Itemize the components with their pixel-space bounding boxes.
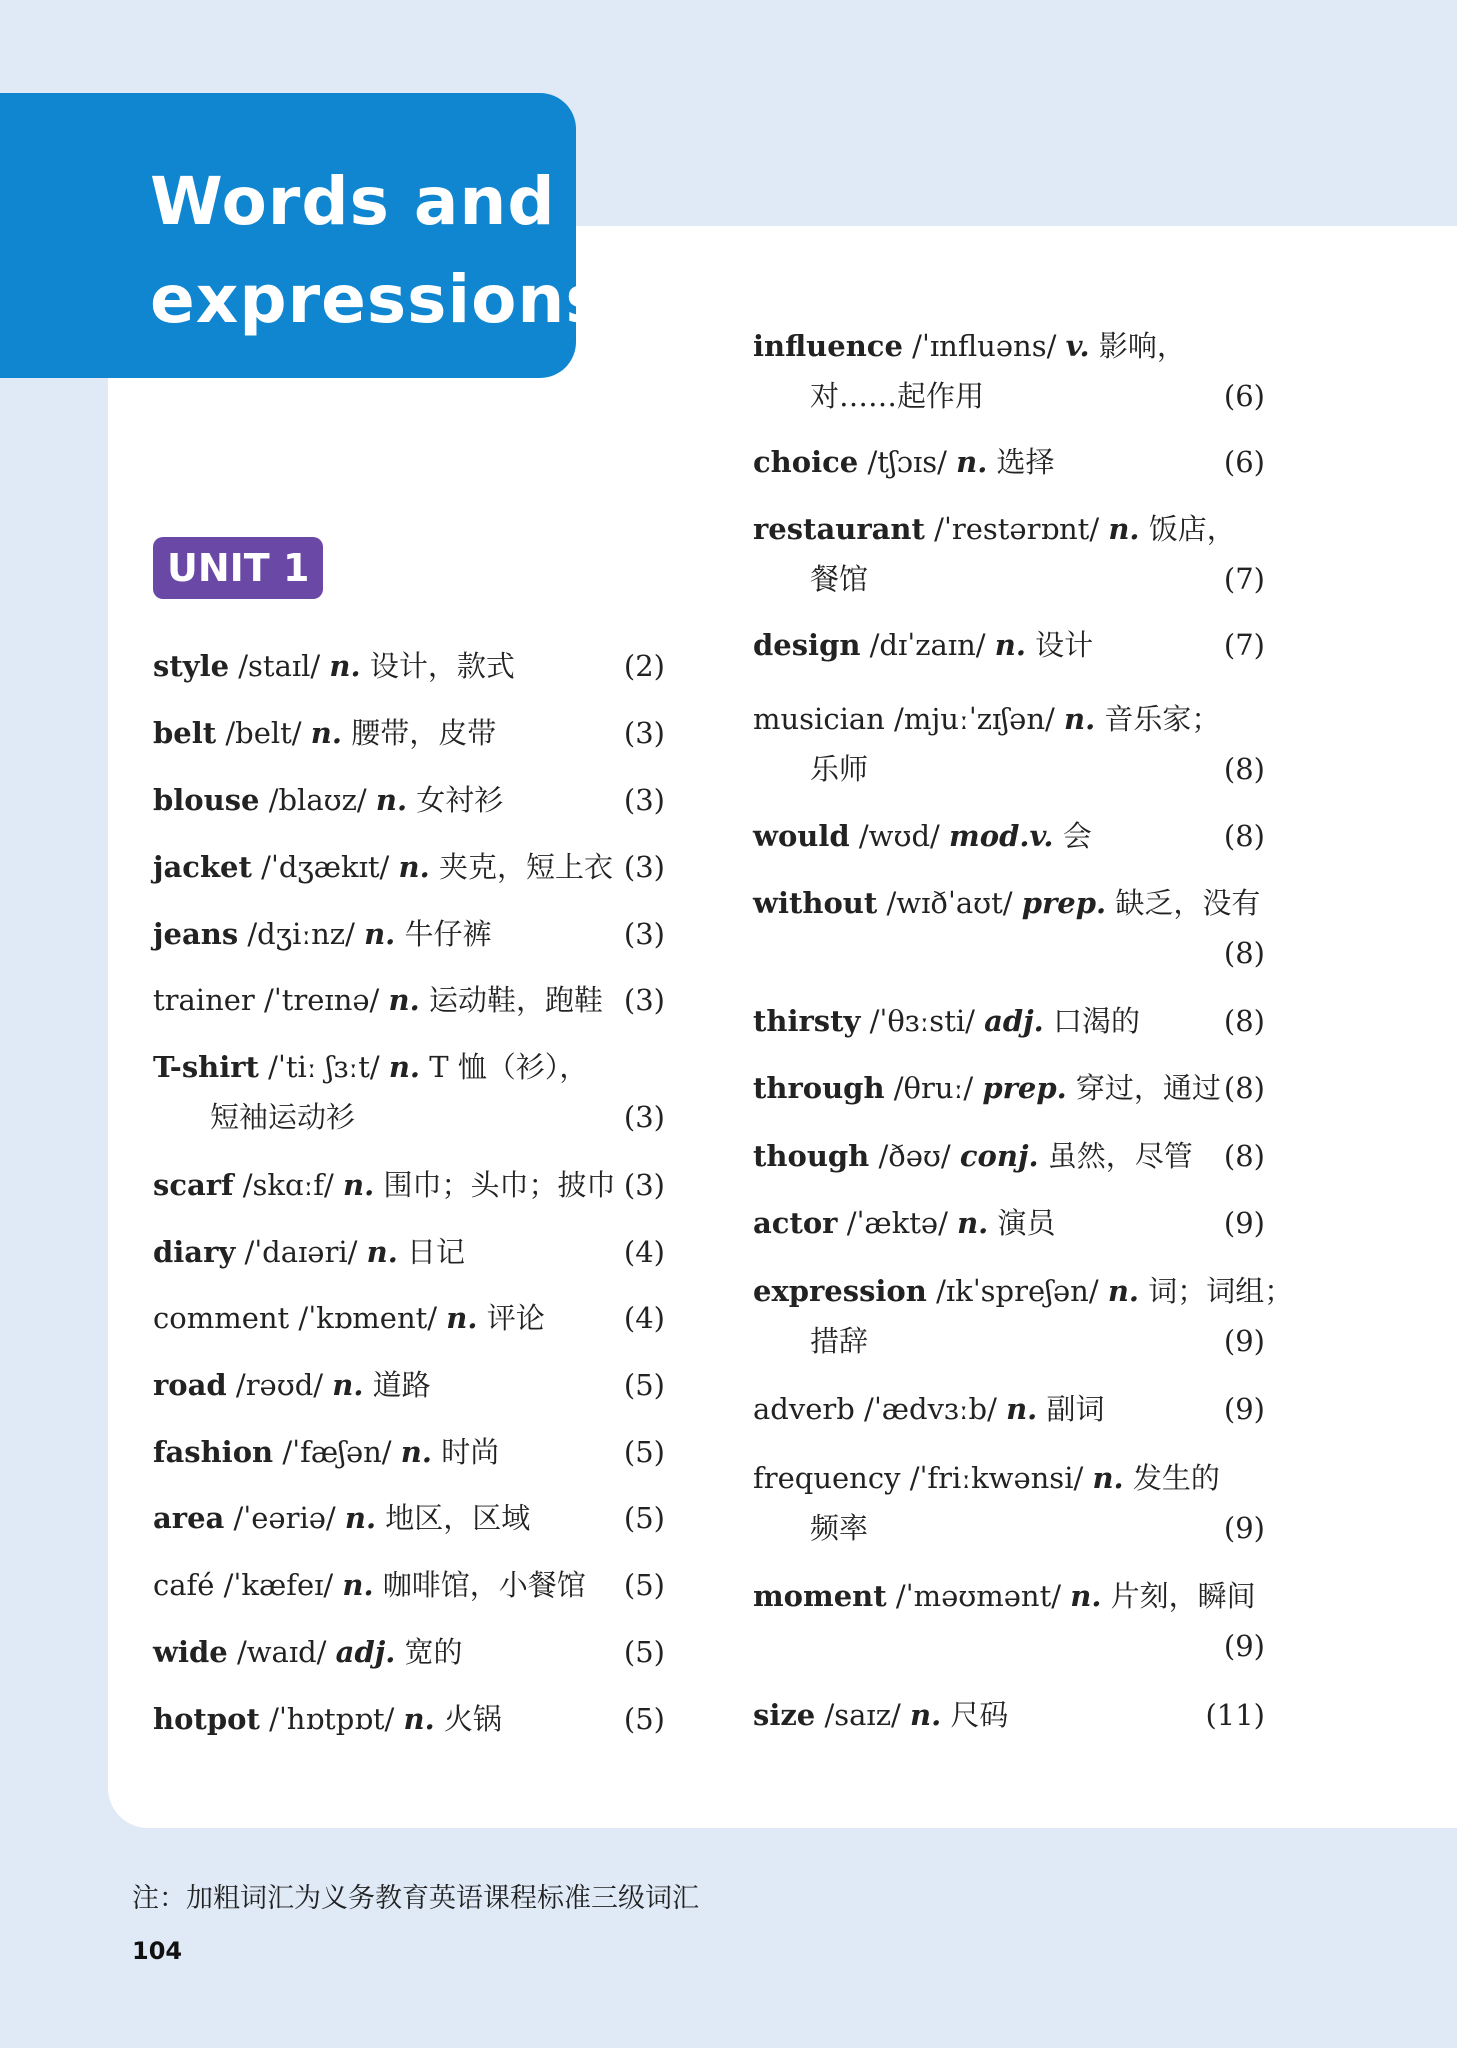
vocab-phonetic: /ˈfæʃən/	[282, 1435, 392, 1469]
vocab-entry	[753, 701, 1265, 787]
vocab-word: style	[153, 649, 230, 683]
vocab-phonetic: /waɪd/	[236, 1635, 327, 1669]
vocab-phonetic: /ˈdʒækɪt/	[261, 850, 390, 884]
vocab-part-of-speech: n.	[1063, 702, 1096, 736]
vocab-word: jacket	[153, 850, 252, 884]
vocab-part-of-speech: adj.	[984, 1004, 1044, 1038]
vocab-word: road	[153, 1368, 227, 1402]
vocab-entry	[153, 782, 665, 818]
vocab-part-of-speech: n.	[403, 1702, 435, 1736]
vocab-entry	[753, 1205, 1265, 1241]
vocab-entry	[153, 1367, 665, 1403]
vocab-part-of-speech: v.	[1065, 329, 1090, 363]
vocab-part-of-speech: mod.v.	[949, 819, 1054, 853]
vocab-word: adverb	[753, 1392, 855, 1426]
vocab-word: wide	[153, 1635, 228, 1669]
vocab-meaning: 词；词组；	[1148, 1274, 1294, 1308]
vocab-page-ref: (5)	[623, 1702, 665, 1736]
vocab-phonetic: /ˈtiː ʃɜːt/	[268, 1050, 380, 1084]
vocab-part-of-speech: n.	[388, 983, 420, 1017]
vocab-word: design	[753, 628, 861, 662]
vocab-part-of-speech: n.	[342, 1568, 374, 1602]
vocab-meaning-cont: 乐师	[810, 752, 869, 786]
vocab-part-of-speech: n.	[957, 1206, 989, 1240]
vocab-meaning: 影响，	[1098, 329, 1186, 363]
unit-badge: UNIT 1	[153, 537, 323, 599]
vocab-page-ref: (9)	[1223, 1629, 1265, 1663]
vocab-page-ref: (8)	[1223, 752, 1265, 786]
vocab-part-of-speech: n.	[366, 1235, 398, 1269]
vocab-meaning-cont: 措辞	[810, 1324, 869, 1358]
vocab-meaning: 选择	[996, 445, 1055, 479]
vocab-phonetic: /ˈrestərɒnt/	[934, 512, 1100, 546]
vocab-word: without	[753, 886, 878, 920]
vocab-part-of-speech: n.	[1070, 1579, 1102, 1613]
vocab-entry	[153, 916, 665, 952]
vocab-part-of-speech: n.	[1092, 1461, 1124, 1495]
section-title-line1: Words and	[150, 163, 556, 240]
vocab-part-of-speech: n.	[956, 445, 988, 479]
vocab-phonetic: /ðəʊ/	[878, 1139, 951, 1173]
vocab-word: musician	[753, 702, 885, 736]
vocab-word: moment	[753, 1579, 887, 1613]
vocab-page-ref: (8)	[1223, 936, 1265, 970]
vocab-meaning: 夹克，短上衣	[438, 850, 613, 884]
vocab-word: belt	[153, 716, 217, 750]
vocab-phonetic: /ˈeəriə/	[233, 1501, 336, 1535]
vocab-meaning: 设计，款式	[369, 649, 515, 683]
vocab-entry	[153, 1500, 665, 1536]
vocab-meaning: 副词	[1046, 1392, 1105, 1426]
vocab-page-ref: (5)	[623, 1635, 665, 1669]
vocab-word: hotpot	[153, 1702, 260, 1736]
vocab-part-of-speech: n.	[994, 628, 1026, 662]
vocab-part-of-speech: prep.	[1021, 886, 1107, 920]
vocab-part-of-speech: n.	[400, 1435, 432, 1469]
vocab-meaning: 咖啡馆，小餐馆	[382, 1568, 586, 1602]
vocab-page-ref: (6)	[1223, 445, 1265, 479]
vocab-phonetic: /ˈməʊmənt/	[895, 1579, 1062, 1613]
vocab-page-ref: (7)	[1223, 628, 1265, 662]
vocab-meaning: 地区，区域	[385, 1501, 531, 1535]
vocab-entry	[153, 1567, 665, 1603]
vocab-word: fashion	[153, 1435, 274, 1469]
vocab-entry	[153, 1049, 665, 1135]
vocab-page-ref: (5)	[623, 1435, 665, 1469]
vocab-entry	[753, 511, 1265, 597]
vocab-meaning-cont: 对……起作用	[810, 379, 985, 413]
vocab-page-ref: (8)	[1223, 819, 1265, 853]
vocab-part-of-speech: n.	[375, 783, 408, 817]
vocab-part-of-speech: n.	[388, 1050, 421, 1084]
vocab-meaning: 穿过，通过	[1075, 1071, 1221, 1105]
vocab-meaning: 腰带，皮带	[351, 716, 497, 750]
vocab-word: area	[153, 1501, 225, 1535]
vocab-page-ref: (7)	[1223, 562, 1265, 596]
vocab-phonetic: /ɪkˈspreʃən/	[936, 1274, 1099, 1308]
vocab-page-ref: (3)	[623, 983, 665, 1017]
vocab-part-of-speech: prep.	[982, 1071, 1067, 1105]
vocab-entry	[153, 1701, 665, 1737]
vocab-entry	[153, 982, 665, 1018]
vocab-phonetic: /ˈædvɜːb/	[864, 1392, 997, 1426]
vocab-word: jeans	[153, 917, 239, 951]
vocab-word: thirsty	[753, 1004, 861, 1038]
vocab-page-ref: (9)	[1223, 1324, 1265, 1358]
vocab-phonetic: /ˈθɜːsti/	[869, 1004, 975, 1038]
vocab-word: influence	[753, 329, 903, 363]
vocab-phonetic: /saɪz/	[824, 1698, 901, 1732]
vocab-page-ref: (4)	[623, 1235, 665, 1269]
vocab-part-of-speech: adj.	[335, 1635, 396, 1669]
vocab-meaning: 女衬衫	[416, 783, 504, 817]
vocab-meaning: 评论	[486, 1301, 545, 1335]
vocab-meaning: 演员	[997, 1206, 1056, 1240]
vocab-phonetic: /dɪˈzaɪn/	[869, 628, 986, 662]
vocab-entry	[153, 1634, 665, 1670]
vocab-entry	[753, 1070, 1265, 1106]
vocab-meaning: 火锅	[443, 1702, 502, 1736]
vocab-entry	[753, 818, 1265, 854]
vocab-page-ref: (9)	[1223, 1206, 1265, 1240]
vocab-part-of-speech: n.	[343, 1168, 375, 1202]
vocab-entry	[753, 1138, 1265, 1174]
vocab-meaning: 口渴的	[1053, 1004, 1141, 1038]
vocab-meaning-cont: 餐馆	[810, 562, 869, 596]
vocab-page-ref: (5)	[623, 1368, 665, 1402]
vocab-entry	[153, 715, 665, 751]
vocab-page-ref: (3)	[623, 850, 665, 884]
vocab-phonetic: /wɪðˈaʊt/	[886, 886, 1013, 920]
vocab-entry	[753, 1460, 1265, 1546]
vocab-word: though	[753, 1139, 870, 1173]
vocab-word: comment	[153, 1301, 290, 1335]
vocab-word: size	[753, 1698, 816, 1732]
vocab-part-of-speech: n.	[1108, 512, 1140, 546]
vocab-entry	[753, 1003, 1265, 1039]
vocab-page-ref: (9)	[1223, 1511, 1265, 1545]
vocab-phonetic: /wʊd/	[858, 819, 940, 853]
vocab-entry	[753, 627, 1265, 663]
vocab-entry	[753, 328, 1265, 414]
vocab-phonetic: /ˈɪnfluəns/	[912, 329, 1057, 363]
vocab-page-ref: (11)	[1205, 1698, 1265, 1732]
vocab-part-of-speech: n.	[398, 850, 430, 884]
vocab-part-of-speech: n.	[310, 716, 342, 750]
vocab-page-ref: (8)	[1223, 1139, 1265, 1173]
vocab-part-of-speech: conj.	[959, 1139, 1039, 1173]
vocab-part-of-speech: n.	[1107, 1274, 1140, 1308]
vocab-word: café	[153, 1568, 215, 1602]
vocab-page-ref: (3)	[623, 716, 665, 750]
vocab-word: restaurant	[753, 512, 925, 546]
vocab-meaning: 道路	[372, 1368, 431, 1402]
vocab-phonetic: /rəʊd/	[235, 1368, 324, 1402]
vocab-meaning: 围巾；头巾；披巾	[383, 1168, 616, 1202]
vocab-entry	[753, 444, 1265, 480]
vocab-entry	[153, 849, 665, 885]
vocab-page-ref: (5)	[623, 1501, 665, 1535]
vocab-phonetic: /blaʊz/	[268, 783, 367, 817]
vocab-meaning: 运动鞋，跑鞋	[428, 983, 603, 1017]
vocab-part-of-speech: n.	[332, 1368, 364, 1402]
vocab-page-ref: (4)	[623, 1301, 665, 1335]
vocab-phonetic: /staɪl/	[238, 649, 321, 683]
vocab-meaning: 缺乏，没有	[1115, 886, 1261, 920]
vocab-entry	[753, 1697, 1265, 1733]
vocab-meaning: T 恤（衫），	[429, 1050, 589, 1084]
vocab-entry	[753, 1273, 1294, 1359]
vocab-page-ref: (2)	[623, 649, 665, 683]
vocab-meaning: 片刻，瞬间	[1110, 1579, 1256, 1613]
vocab-phonetic: /ˈfriːkwənsi/	[909, 1461, 1084, 1495]
vocab-phonetic: /mjuːˈzɪʃən/	[894, 702, 1055, 736]
vocab-phonetic: /ˈtreɪnə/	[264, 983, 380, 1017]
vocab-phonetic: /belt/	[225, 716, 302, 750]
vocab-entry	[753, 885, 1265, 970]
vocab-word: choice	[753, 445, 859, 479]
vocab-word: blouse	[153, 783, 260, 817]
vocab-phonetic: /ˈæktə/	[846, 1206, 948, 1240]
vocab-entry	[153, 1300, 665, 1336]
vocab-meaning: 虽然，尽管	[1047, 1139, 1193, 1173]
vocab-page-ref: (8)	[1223, 1071, 1265, 1105]
vocab-phonetic: /tʃɔɪs/	[867, 445, 947, 479]
vocab-part-of-speech: n.	[1006, 1392, 1038, 1426]
vocab-page-ref: (3)	[623, 917, 665, 951]
vocab-meaning: 宽的	[404, 1635, 463, 1669]
vocab-word: scarf	[153, 1168, 234, 1202]
vocab-word: trainer	[153, 983, 255, 1017]
vocab-entry	[153, 1434, 665, 1470]
vocab-phonetic: /ˈdaɪəri/	[244, 1235, 358, 1269]
vocab-entry	[753, 1391, 1265, 1427]
section-title-tab	[0, 93, 606, 378]
vocab-meaning: 尺码	[950, 1698, 1009, 1732]
vocab-word: frequency	[753, 1461, 901, 1495]
vocab-phonetic: /ˈhɒtpɒt/	[269, 1702, 395, 1736]
vocab-phonetic: /θruː/	[893, 1071, 974, 1105]
vocab-meaning: 发生的	[1132, 1461, 1220, 1495]
vocab-entry	[153, 1234, 665, 1270]
vocab-page-ref: (3)	[623, 1168, 665, 1202]
vocab-part-of-speech: n.	[344, 1501, 377, 1535]
vocab-meaning: 音乐家；	[1104, 702, 1221, 736]
vocab-meaning: 会	[1062, 819, 1092, 853]
vocab-page-ref: (3)	[623, 1100, 665, 1134]
vocab-word: actor	[753, 1206, 838, 1240]
vocab-word: T-shirt	[153, 1050, 259, 1084]
page-number: 104	[132, 1937, 183, 1965]
footnote: 注：加粗词汇为义务教育英语课程标准三级词汇	[132, 1883, 699, 1914]
vocab-word: expression	[753, 1274, 927, 1308]
vocab-phonetic: /skɑːf/	[242, 1168, 334, 1202]
vocab-entry	[753, 1578, 1265, 1663]
vocab-part-of-speech: n.	[364, 917, 396, 951]
vocab-phonetic: /dʒiːnz/	[247, 917, 355, 951]
vocab-phonetic: /ˈkɒment/	[298, 1301, 438, 1335]
vocab-word: through	[753, 1071, 885, 1105]
vocab-page-ref: (6)	[1223, 379, 1265, 413]
vocab-meaning: 饭店，	[1148, 512, 1236, 546]
vocab-meaning-cont: 短袖运动衫	[210, 1100, 356, 1134]
vocab-meaning: 时尚	[441, 1435, 500, 1469]
vocab-part-of-speech: n.	[446, 1301, 478, 1335]
vocab-phonetic: /ˈkæfeɪ/	[223, 1568, 334, 1602]
vocab-page-ref: (9)	[1223, 1392, 1265, 1426]
vocab-word: diary	[153, 1235, 236, 1269]
vocab-meaning: 日记	[407, 1235, 466, 1269]
vocab-part-of-speech: n.	[909, 1698, 942, 1732]
vocab-page-ref: (8)	[1223, 1004, 1265, 1038]
vocab-meaning: 设计	[1035, 628, 1094, 662]
vocab-part-of-speech: n.	[329, 649, 361, 683]
vocab-meaning-cont: 频率	[810, 1511, 869, 1545]
vocab-entry	[153, 648, 665, 684]
vocab-meaning: 牛仔裤	[404, 917, 492, 951]
vocab-word: would	[753, 819, 850, 853]
vocab-entry	[153, 1167, 665, 1203]
vocab-page-ref: (5)	[623, 1568, 665, 1602]
section-title-line2: expressions	[150, 261, 606, 338]
vocab-page-ref: (3)	[623, 783, 665, 817]
